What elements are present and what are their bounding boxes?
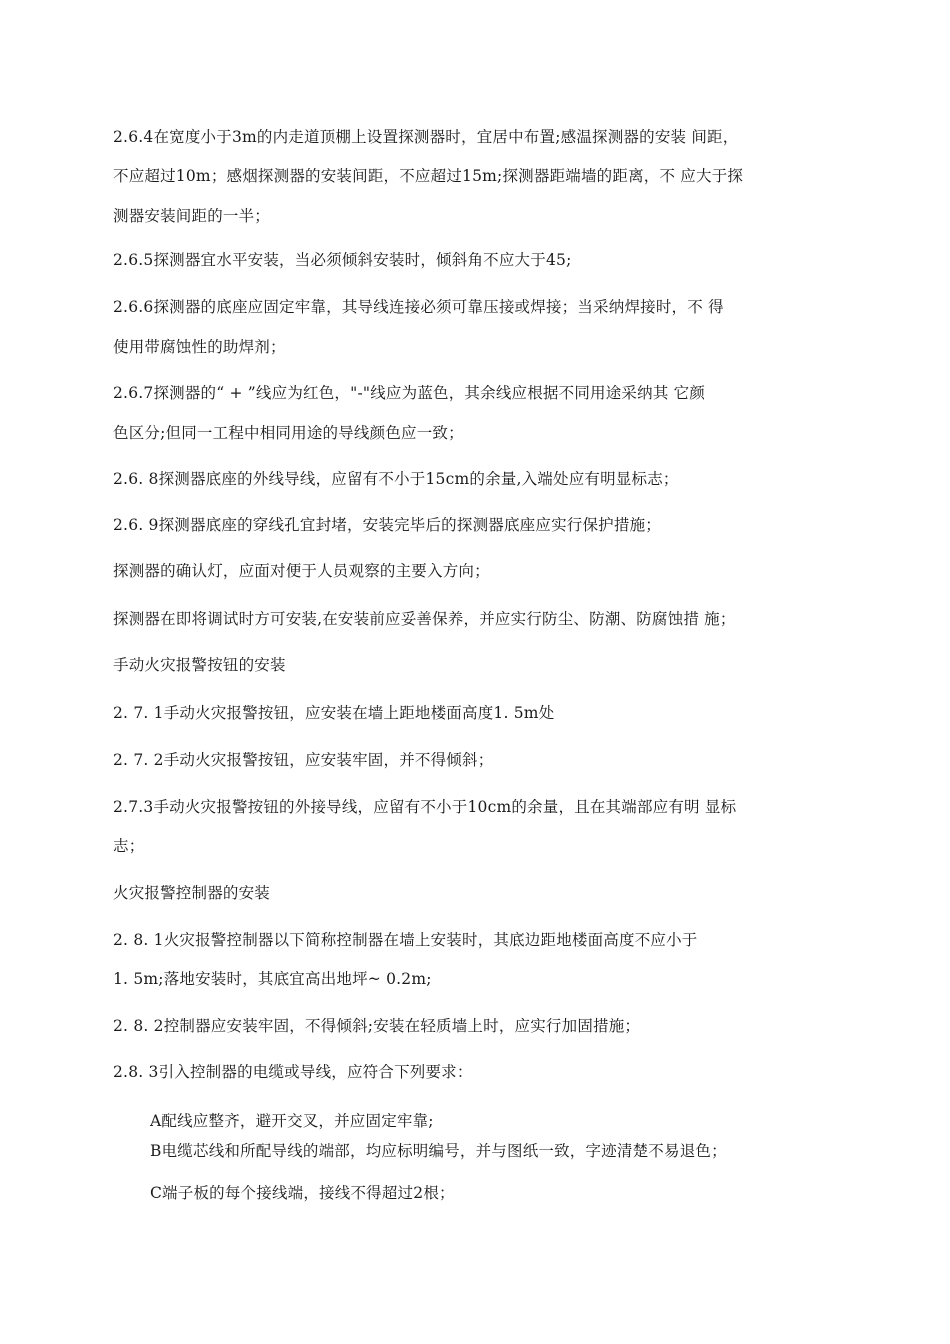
list-item-b: B电缆芯线和所配导线的端部，均应标明编号，并与图纸一致，字迹清楚不易退色； (150, 1142, 727, 1160)
paragraph-2-6-6-line-2: 使用带腐蚀性的助焊剂； (113, 338, 286, 356)
paragraph-2-6-8: 2.6. 8探测器底座的外线导线，应留有不小于15cm的余量,入端处应有明显标志； (113, 470, 679, 488)
paragraph-2-6-4-line-1: 2.6.4在宽度小于3m的内走道顶棚上设置探测器时，宜居中布置;感温探测器的安装 间距， (113, 128, 739, 146)
paragraph-2-7-1: 2. 7. 1手动火灾报警按钮，应安装在墙上距地楼面高度1. 5m处 (113, 704, 555, 722)
paragraph-2-7-3-line-1: 2.7.3手动火灾报警按钮的外接导线，应留有不小于10cm的余量，且在其端部应有明 显标 (113, 798, 737, 816)
paragraph-2-7-3-line-2: 志； (113, 837, 145, 855)
paragraph-confirm-lamp: 探测器的确认灯，应面对便于人员观察的主要入方向； (113, 562, 490, 580)
list-item-c: C端子板的每个接线端，接线不得超过2根； (150, 1184, 455, 1202)
section-heading-manual-alarm-button: 手动火灾报警按钮的安装 (113, 656, 286, 674)
paragraph-2-6-4-line-3: 测器安装间距的一半； (113, 207, 271, 225)
paragraph-2-6-7-line-1: 2.6.7探测器的“ + ”线应为红色，"-"线应为蓝色，其余线应根据不同用途采纳其 它颜 (113, 384, 706, 402)
paragraph-2-8-2: 2. 8. 2控制器应安装牢固，不得倾斜;安装在轻质墙上时，应实行加固措施； (113, 1017, 641, 1035)
paragraph-2-6-7-line-2: 色区分;但同一工程中相同用途的导线颜色应一致； (113, 424, 464, 442)
paragraph-install-timing: 探测器在即将调试时方可安装,在安装前应妥善保养，并应实行防尘、防潮、防腐蚀措 施； (113, 610, 736, 628)
paragraph-2-8-1-line-1: 2. 8. 1火灾报警控制器以下简称控制器在墙上安装时，其底边距地楼面高度不应小于 (113, 931, 698, 949)
paragraph-2-6-9: 2.6. 9探测器底座的穿线孔宜封堵，安装完毕后的探测器底座应实行保护措施； (113, 516, 661, 534)
paragraph-2-8-1-line-2: 1. 5m;落地安装时，其底宜高出地坪~ 0.2m; (113, 970, 432, 988)
paragraph-2-8-3: 2.8. 3引入控制器的电缆或导线，应符合下列要求： (113, 1063, 473, 1081)
section-heading-alarm-controller: 火灾报警控制器的安装 (113, 884, 271, 902)
paragraph-2-6-5: 2.6.5探测器宜水平安装，当必须倾斜安装时，倾斜角不应大于45; (113, 251, 572, 269)
paragraph-2-7-2: 2. 7. 2手动火灾报警按钮，应安装牢固，并不得倾斜； (113, 751, 494, 769)
paragraph-2-6-4-line-2: 不应超过10m；感烟探测器的安装间距，不应超过15m;探测器距端墙的距离，不 应大于探 (113, 167, 744, 185)
paragraph-2-6-6-line-1: 2.6.6探测器的底座应固定牢靠，其导线连接必须可靠压接或焊接；当采纳焊接时，不 得 (113, 298, 724, 316)
list-item-a: A配线应整齐，避开交叉，并应固定牢靠; (150, 1112, 434, 1130)
